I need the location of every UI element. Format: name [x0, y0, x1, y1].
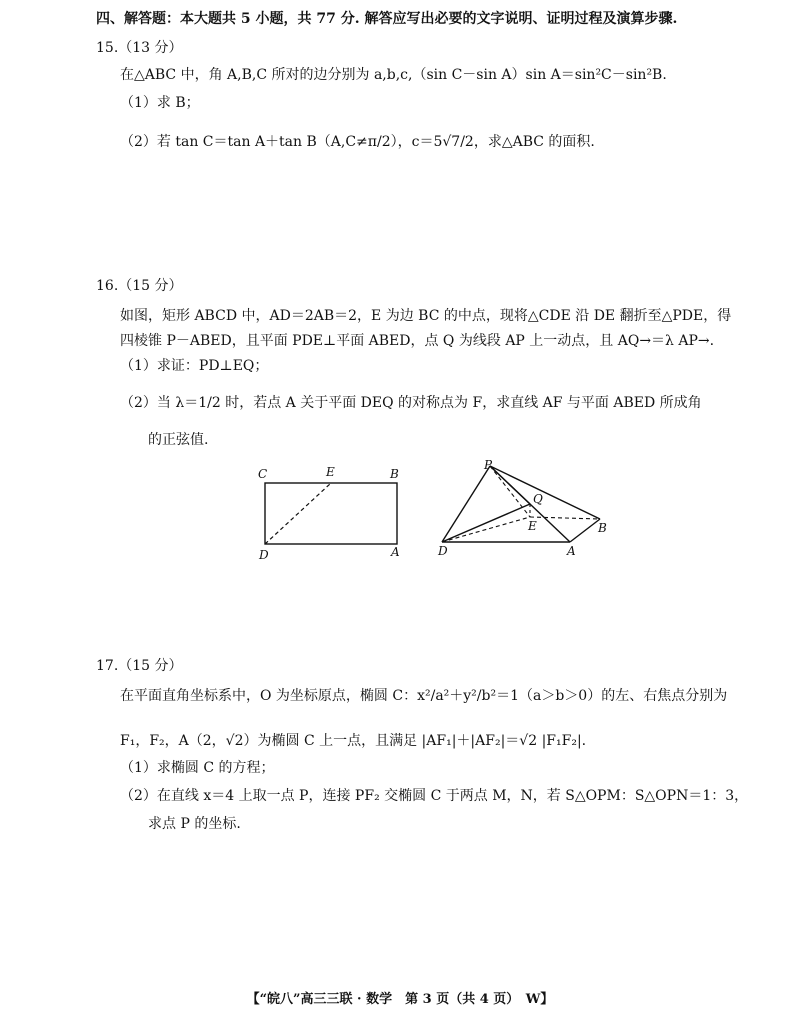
label-e2: E: [528, 519, 537, 533]
q17-part2-line2: 求点 P 的坐标.: [148, 816, 241, 832]
q17-stem-line2: F₁，F₂，A（2，√2）为椭圆 C 上一点，且满足 |AF₁|＋|AF₂|＝√2 |F₁F₂|.: [120, 733, 587, 749]
section-header: 四、解答题：本大题共 5 小题，共 77 分. 解答应写出必要的文字说明、证明过程及演算步骤.: [96, 11, 678, 27]
label-d: D: [259, 548, 269, 562]
q17-stem-line1: 在平面直角坐标系中，O 为坐标原点，椭圆 C：x²/a²＋y²/b²＝1（a＞b＞0）的左、右焦点分别为: [120, 688, 728, 704]
q15-stem: 在△ABC 中，角 A,B,C 所对的边分别为 a,b,c,（sin C－sin A）sin A＝sin²C－sin²B.: [120, 67, 667, 83]
q16-stem-line1: 如图，矩形 ABCD 中，AD＝2AB＝2，E 为边 BC 的中点，现将△CDE 沿 DE 翻折至△PDE，得: [120, 308, 732, 324]
q15-part2: （2）若 tan C＝tan A＋tan B（A,C≠π/2），c＝5√7/2，求△ABC 的面积.: [120, 134, 595, 150]
q16-part2-line2: 的正弦值.: [148, 432, 209, 448]
q15-part1: （1）求 B；: [120, 95, 200, 111]
label-p: P: [484, 458, 493, 472]
figure-pyramid: [430, 455, 615, 565]
q16-part2-line1: （2）当 λ＝1/2 时，若点 A 关于平面 DEQ 的对称点为 F，求直线 AF 与平面 ABED 所成角: [120, 395, 702, 411]
label-c: C: [258, 467, 268, 481]
q15-number: 15.（13 分）: [96, 40, 183, 56]
figure-rectangle: [250, 460, 420, 570]
label-q: Q: [533, 492, 543, 506]
label-b: B: [390, 467, 399, 481]
q16-number: 16.（15 分）: [96, 278, 183, 294]
label-a: A: [391, 545, 400, 559]
q17-part1: （1）求椭圆 C 的方程；: [120, 760, 275, 776]
page-footer: 【“皖八”高三三联 · 数学 第 3 页（共 4 页） W】: [246, 992, 554, 1007]
label-a2: A: [567, 544, 576, 558]
segment-de-dashed: [265, 483, 331, 544]
q16-stem-line2: 四棱锥 P－ABED，且平面 PDE⊥平面 ABED，点 Q 为线段 AP 上一动点，且 AQ→＝λ AP→.: [120, 333, 715, 349]
label-b2: B: [598, 521, 607, 535]
q17-part2-line1: （2）在直线 x＝4 上取一点 P，连接 PF₂ 交椭圆 C 于两点 M，N，若 S△OPM：S△OPN＝1：3，: [120, 788, 749, 804]
label-d2: D: [438, 544, 448, 558]
label-e: E: [326, 465, 335, 479]
q17-number: 17.（15 分）: [96, 658, 183, 674]
q16-part1: （1）求证：PD⊥EQ；: [120, 358, 269, 374]
rectangle-abcd: [265, 483, 397, 544]
